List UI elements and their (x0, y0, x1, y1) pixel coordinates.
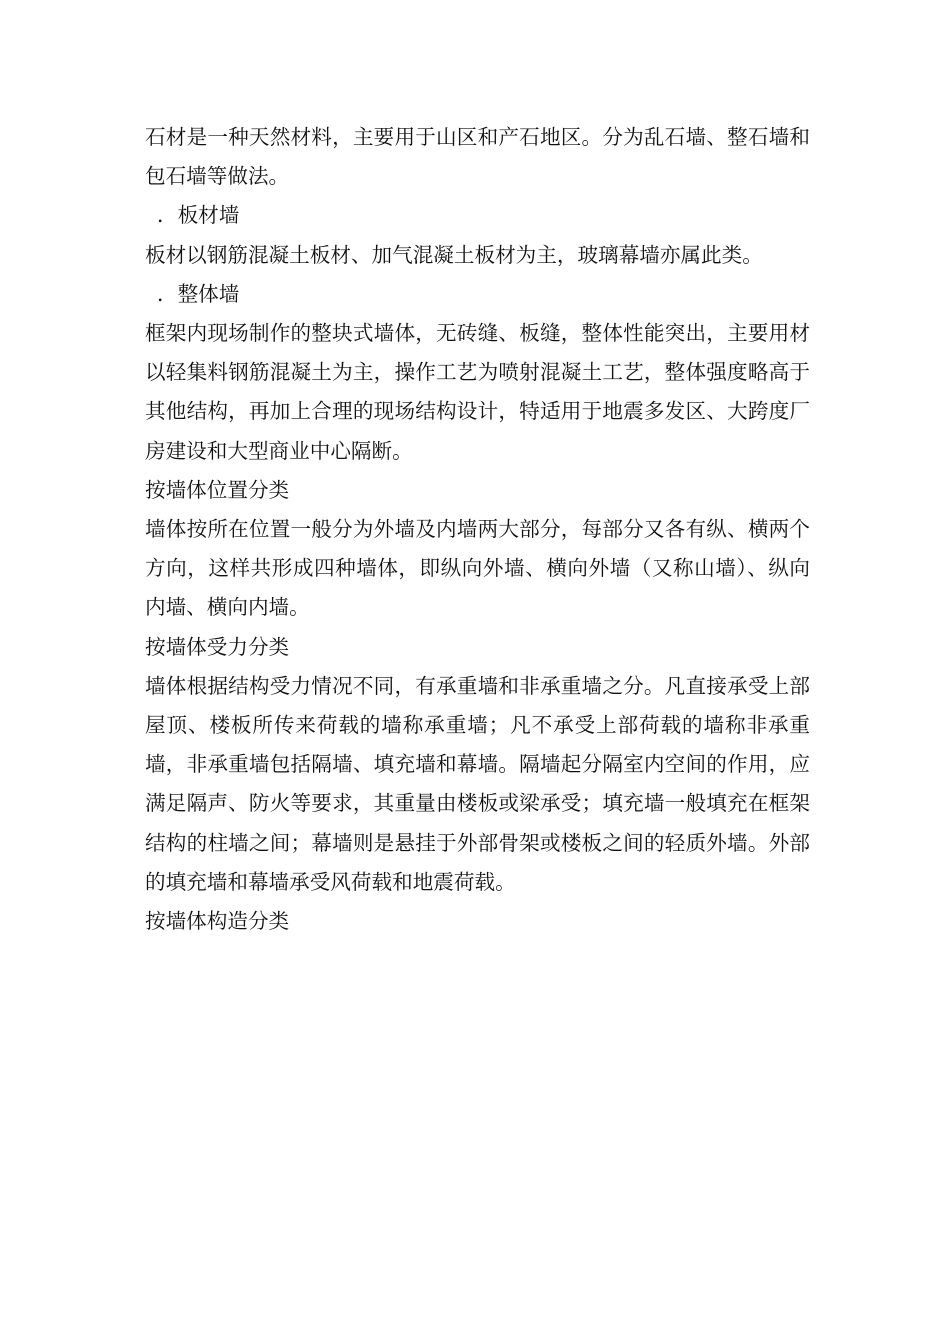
document-body (145, 118, 810, 941)
panel-wall-paragraph: 板材以钢筋混凝土板材、加气混凝土板材为主，玻璃幕墙亦属此类。 (145, 242, 763, 267)
monolithic-wall-subheading: ．整体墙 (157, 281, 240, 306)
by-load-heading: 按墙体受力分类 (145, 634, 290, 659)
by-position-paragraph: 墙体按所在位置一般分为外墙及内墙两大部分，每部分又各有纵、横两个方向，这样共形成四种墙体，即纵向外墙、横向外墙（又称山墙）、纵向内墙、横向内墙。 (145, 517, 810, 620)
by-construction-heading: 按墙体构造分类 (145, 909, 290, 934)
by-position-heading: 按墙体位置分类 (145, 477, 290, 502)
by-load-paragraph: 墙体根据结构受力情况不同，有承重墙和非承重墙之分。凡直接承受上部屋顶、楼板所传来荷载的墙称承重墙；凡不承受上部荷载的墙称非承重墙，非承重墙包括隔墙、填充墙和幕墙。隔墙起分隔室内空间的作用，应满足隔声、防火等要求，其重量由楼板或梁承受；填充墙一般填充在框架结构的柱墙之间；幕墙则是悬挂于外部骨架或楼板之间的轻质外墙。外部的填充墙和幕墙承受风荷载和地震荷载。 (145, 673, 810, 894)
monolithic-wall-paragraph: 框架内现场制作的整块式墙体，无砖缝、板缝，整体性能突出，主要用材以轻集料钢筋混凝土为主，操作工艺为喷射混凝土工艺，整体强度略高于其他结构，再加上合理的现场结构设计，特适用于地震多发区、大跨度厂房建设和大型商业中心隔断。 (145, 321, 810, 463)
stone-wall-paragraph: 石材是一种天然材料，主要用于山区和产石地区。分为乱石墙、整石墙和包石墙等做法。 (145, 125, 810, 189)
panel-wall-subheading: ．板材墙 (157, 203, 240, 228)
